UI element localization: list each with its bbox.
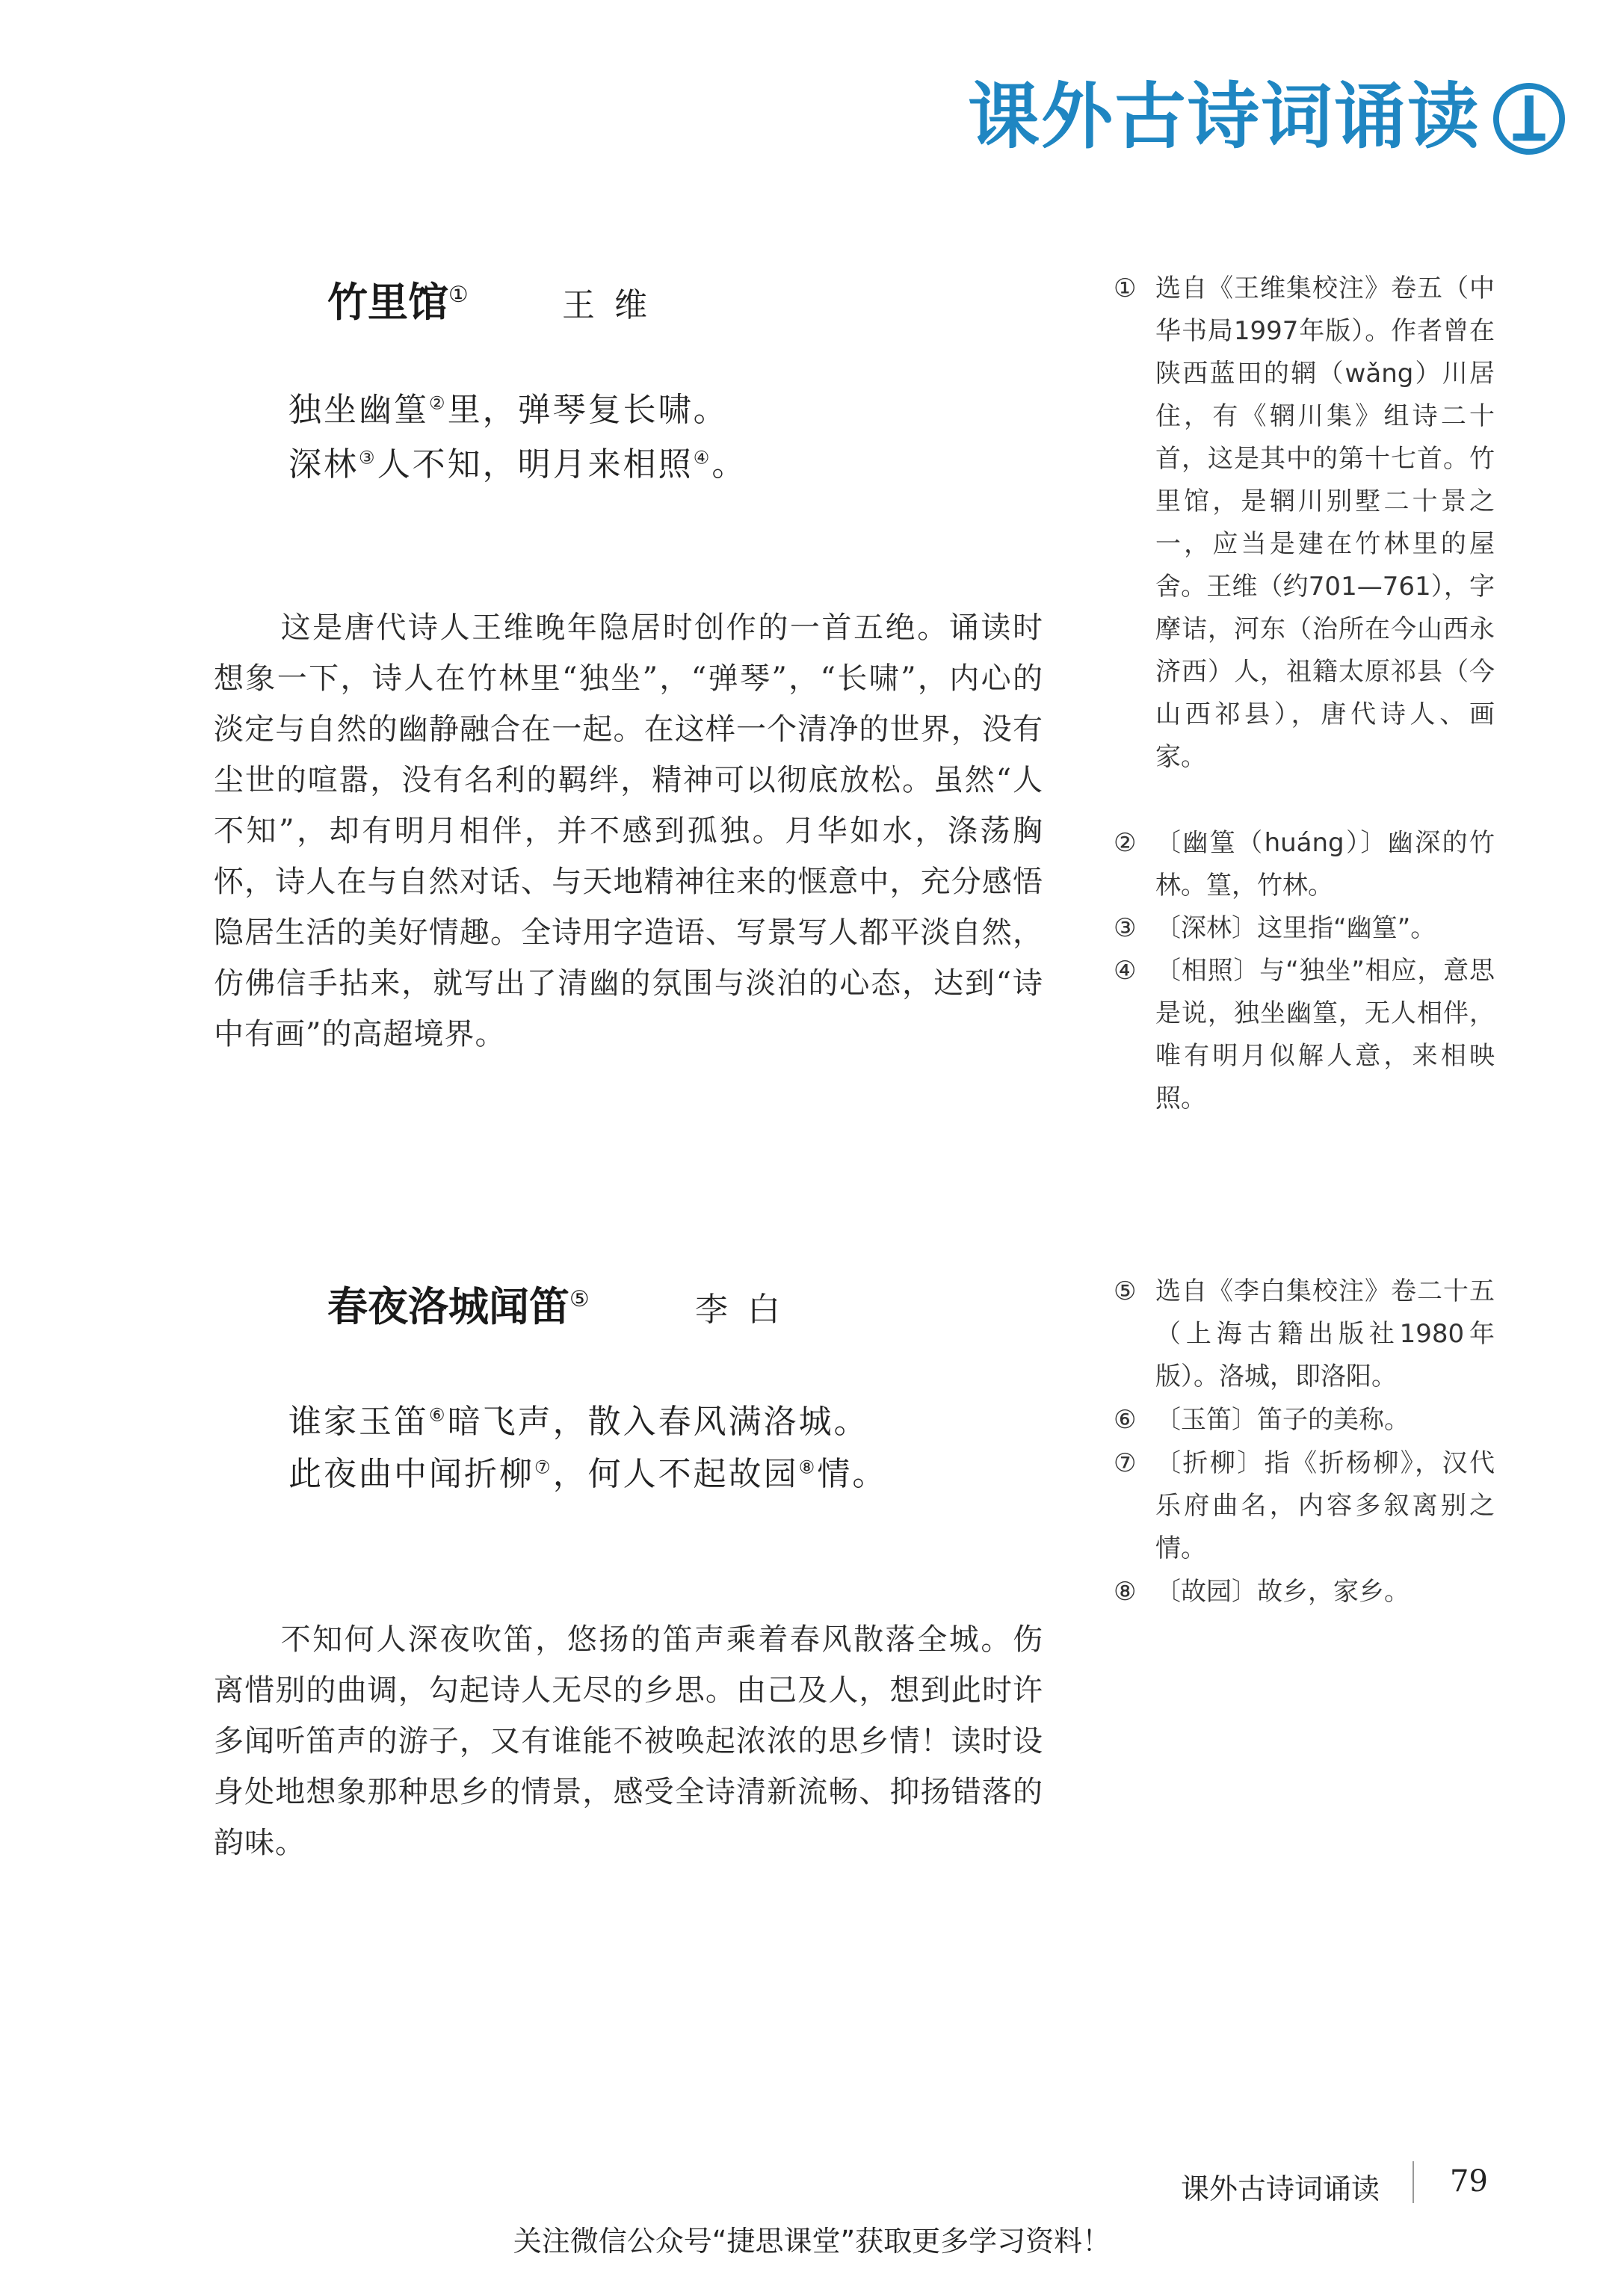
poem-line: 此夜曲中闻折柳⑦，何人不起故园⑧情。 [288, 1455, 888, 1493]
poem-line: 独坐幽篁②里，弹琴复长啸。 [288, 391, 729, 429]
footnote-marker: ② [429, 392, 448, 414]
footnote-marker: ① [448, 282, 469, 308]
footnote: ⑥ 〔玉笛〕笛子的美称。 [1114, 1405, 1410, 1435]
poem-commentary: 不知何人深夜吹笛，悠扬的笛声乘着春风散落全城。伤离惜别的曲调，勾起诗人无尽的乡思。由己及人，想到此时许多闻听笛声的游子，又有谁能不被唤起浓浓的思乡情！读时设身处地想象那种思乡的情景，感受全诗清新流畅、抑扬错落的韵味。 [214, 1622, 1043, 1860]
poem-commentary: 这是唐代诗人王维晚年隐居时创作的一首五绝。诵读时想象一下，诗人在竹林里“独坐”，“弹琴”，“长啸”，内心的淡定与自然的幽静融合在一起。在这样一个清净的世界，没有尘世的喧嚣，没有名利的羁绊，精神可以彻底放松。虽然“人不知”，却有明月相伴，并不感到孤独。月华如水，涤荡胸怀，诗人在与自然对话、与天地精神往来的惬意中，充分感悟隐居生活的美好情趣。全诗用字造语、写景写人都平淡自然，仿佛信手拈来，就写出了清幽的氛围与淡泊的心态，达到“诗中有画”的高超境界。 [214, 611, 1043, 1051]
footnote-marker: ⑧ [798, 1457, 818, 1478]
footnote: ⑧ 〔故园〕故乡，家乡。 [1114, 1577, 1410, 1607]
unit-emblem-icon [1492, 82, 1566, 155]
footer-section-name: 课外古诗词诵读 [1181, 2172, 1380, 2205]
poem-line: 谁家玉笛⑥暗飞声，散入春风满洛城。 [288, 1403, 869, 1441]
footnote: ④ 〔相照〕与“独坐”相应，意思是说，独坐幽篁，无人相伴，唯有明月似解人意，来相映照。 [1114, 956, 1495, 1113]
footnote: ⑦ 〔折柳〕指《折杨柳》，汉代乐府曲名，内容多叙离别之情。 [1114, 1448, 1495, 1563]
footnote: ① 选自《王维集校注》卷五（中华书局1997年版）。作者曾在陕西蓝田的辋（wǎng）川居住，有《辋川集》组诗二十首，这是其中的第十七首。竹里馆，是辋川别墅二十景之一，应当是建在竹林里的屋舍。王维（约701—761），字摩诘，河东（治所在今山西永济西）人，祖籍太原祁县（今山西祁县），唐代诗人、画家。 [1114, 274, 1495, 772]
footnote: ② 〔幽篁（huáng）〕幽深的竹林。篁，竹林。 [1114, 828, 1495, 901]
poem-title: 春夜洛城闻笛⑤ [327, 1283, 590, 1330]
poem-title: 竹里馆① [327, 279, 469, 326]
footer-divider [1412, 2161, 1414, 2203]
page-header-title: 课外古诗词诵读 [968, 75, 1481, 158]
promo-text: 关注微信公众号“捷思课堂”获取更多学习资料！ [513, 2225, 1111, 2258]
footnote-marker: ④ [693, 447, 712, 469]
footnote-marker: ⑦ [534, 1457, 553, 1478]
footnote-marker: ⑤ [569, 1286, 590, 1312]
poem-author: 王维 [562, 286, 667, 324]
poem-author: 李白 [695, 1291, 800, 1329]
footnote-marker: ③ [359, 447, 377, 469]
footnote: ③ 〔深林〕这里指“幽篁”。 [1114, 913, 1436, 943]
poem-line: 深林③人不知，明月来相照④。 [288, 445, 747, 484]
footnote-marker: ⑥ [429, 1404, 448, 1426]
page-number: 79 [1450, 2164, 1488, 2199]
footnote: ⑤ 选自《李白集校注》卷二十五（上海古籍出版社1980年版）。洛城，即洛阳。 [1114, 1276, 1495, 1391]
